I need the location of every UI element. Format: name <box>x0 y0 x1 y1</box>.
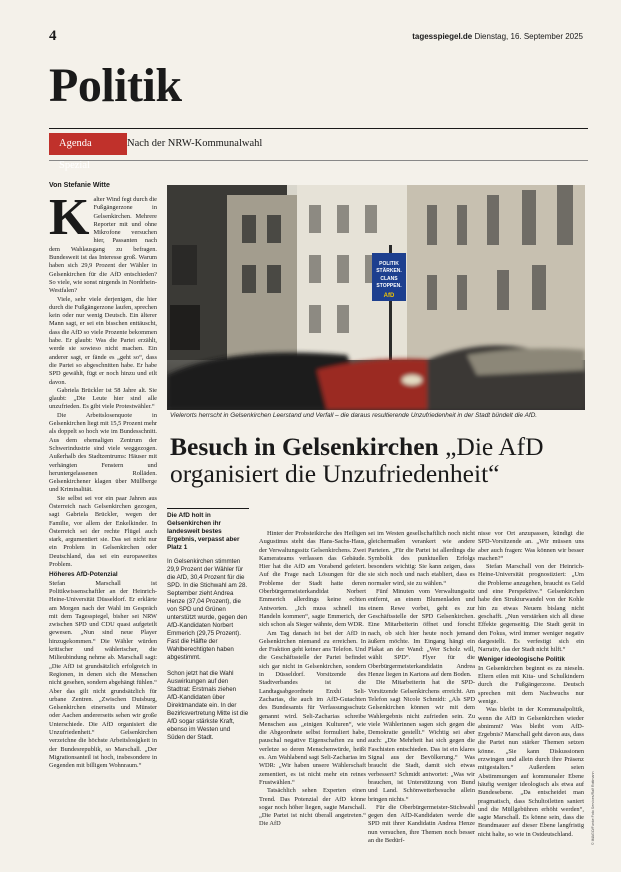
headline-quote: „Die AfD organisiert die Unzufriedenheit“ <box>170 432 544 488</box>
page-number: 4 <box>49 28 57 44</box>
paragraph: Für die Oberbürgermeister-Stichwahl gegen den AfD-Kandidaten werde die SPD mit ihrer Kandidatin Andrea Henze nun versuchen, ihre Themen noch besser an die Bedürf- <box>368 803 475 844</box>
infobox-paragraph: In Gelsenkirchen stimmten 29,9 Prozent der Wähler für die AfD, 30,4 Prozent für die SPD. In die Stichwahl am 28. September zieht Andrea Henze (37,04 Prozent), die von SPD und Grünen unterstützt wurde, gegen den AfD-Kandidaten Norbert Emmerich (29,75 Prozent). Fast die Hälfte der Wahlberechtigten haben abgestimmt. <box>167 558 248 661</box>
agenda-label: Agenda Spezial <box>49 133 127 155</box>
paragraph: Am Tag danach ist bei der AfD in Gelsenkirchen niemand zu erreichen. In der Fraktion geht keiner ans Telefon. Und die Geschäftsstelle der Partei befindet sich gar nicht in Gelsenkirchen, sondern in Düsseldorf. Vorsitzende des Stadtverbandes ist die Landtagsabgeordnete Enxhi Seli-Zacharias, die auch im AfD-Gutachten des Bundesamts für Verfassungsschutz genannt wird. Seli-Zacharias schreibe Menschen aus „einigen Kulturen“, wie die Abgeordnete selbst formuliert habe, pauschal negative Eigenschaften zu und verletze so deren Menschenwürde, heißt es. Am Wahlabend sagt Seli-Zacharias im WDR: „Wir haben unsere Wählerschaft zementiert, es ist nicht mehr ein reines Frustwählen.“ <box>259 629 366 786</box>
article-column-3 <box>259 530 366 848</box>
masthead-site[interactable]: tagesspiegel.de <box>412 32 473 41</box>
paragraph: Stefan Marschall von der Heinrich-Heine-Universität prognostiziert: „Um die Probleme anzugehen, braucht es Geld und eine Perspektive.“ Gelsenkirchen habe den Strukturwandel von der Kohle hin zu etwas Neuem bislang nicht geschafft. „Nun verstärken sich all diese Effekte gegenseitig. Die Stadt gerät in den Fokus, wird immer weniger negativ dargestellt. Es verfestigt sich ein Narrativ, das der Stadt nicht hilft.“ <box>478 563 584 654</box>
paragraph: Was bleibt in der Kommunalpolitik, wenn die AfD in Gelsenkirchen wieder abnimmt? Was bleibt vom AfD-Ergebnis? Marschall geht davon aus, dass die Partei nun stärker Themen setzen könne. „Sie kann Diskussionen erzwingen und allein durch ihre Präsenz mitgestalten.“ Außerdem seien Abstimmungen auf kommunaler Ebene häufig weniger ideologisch als etwa auf Bundesebene. „Da entscheidet man pragmatisch, dass Schultoiletten saniert und die Müllgebühren erhöht werden“, sagte Marschall. Es könne sein, dass die Brandmauer auf dieser Ebene langfristig nicht halte, so wie in Ostdeutschland. <box>478 706 584 838</box>
subheading: Höheres AfD-Potenzial <box>49 571 118 579</box>
paragraph: alter Wind fegt durch die Fußgängerzone in Gelsenkirchen. Mehrere Reporter mit und ohne Mikrofone versuchen hier, Passanten nach dem Wahlausgang zu befragen. Bundesweit ist das Interesse groß. Warum haben sich 29,9 Prozent der Wähler in Gelsenkirchen für die AfD entschieden? So viele, wie sonst nirgends in Nordrhein-Westfalen? <box>49 196 157 295</box>
agenda-subtitle: Nach der NRW-Kommunalwahl <box>127 138 263 149</box>
byline: Von Stefanie Witte <box>49 182 110 189</box>
poster-text: POLITIK <box>379 261 399 267</box>
article-photo <box>167 185 585 410</box>
street-scene-image <box>167 185 585 410</box>
subheading: Weniger ideologische Politik <box>478 656 565 664</box>
svg-text:STOPPEN.: STOPPEN. <box>376 283 402 289</box>
paragraph: Fünf Minuten vom Verwaltungssitz entfernt, an einem Blumenladen und einem Rewe vorbei, geht es zur Geschäftsstelle der SPD Gelsenkirchen. Eine Mitarbeiterin öffnet und forscht nach, ob sich hier heute noch jemand äußern möchte. Im Eingang hängt ein Plakat an der Wand: „Wer Scholz will, wählt SPD“. Flyer für die Oberbürgermeisterkandidatin Andrea Henze liegen in Kartons auf dem Boden. <box>368 588 475 679</box>
infobox-paragraph: Schon jetzt hat die Wahl Auswirkungen auf den Stadtrat: Erstmals ziehen AfD-Kandidaten über Direktmandate ein. In der Bezirksvertretung Mitte ist die AfD sogar stärkste Kraft, ebenso im Westen und Süden der Stadt. <box>167 670 249 741</box>
paragraph: Stefan Marschall ist Politikwissenschaftler an der Heinrich-Heine-Universität Düsseldorf. Er erklärte am Morgen nach der Wahl im Gespräch mit dem Tagesspiegel, bisher sei NRW zwischen SPD und CDU quasi aufgeteilt gewesen. „Nun sind neue Player hinzugekommen.“ Die Wähler würden kritischer und wählerischer, die Milieubindung nehme ab. Marschall sagt: „Die AfD ist grundsätzlich erfolgreich in Regionen, in denen sich die Menschen nicht gesehen, sondern abgehängt fühlen.“ Aber das gilt nicht grundsätzlich für urbane Zentren. „Zwischen Duisburg, Gelsenkirchen einerseits und Münster oder Aachen andererseits sehen wir große Unterschiede. Die AfD organisiert die Unzufriedenheit.“ Gelsenkirchen verzeichne die höchste Arbeitslosigkeit in der Bundesrepublik, so Marschall. „Der Migrationsanteil ist hoch, insbesondere in Gegenden mit billigem Wohnraum.“ <box>49 579 157 770</box>
paragraph: sei im Westen gesellschaftlich noch nicht gleichermaßen verankert wie andere Parteien. „Für die Partei ist allerdings die Symbolik des punktuellen Erfolgs besonders wichtig: Sie kann zeigen, dass sie sich noch und nach etabliert, dass es normaler wird, sie zu wählen.“ <box>368 530 475 587</box>
paragraph: Tatsächlich sehen Experten einen Trend. Das Potenzial der AfD könne sogar noch höher liegen, sagte Marschall. „Die Partei ist nicht überall angetreten.“ Die AfD <box>259 787 366 828</box>
article-column-4 <box>368 530 475 848</box>
svg-text:STÄRKEN.: STÄRKEN. <box>376 268 402 274</box>
article-column-1 <box>49 196 157 846</box>
infobox-heading: Die AfD holt in Gelsenkirchen ihr landesweit bestes Ergebnis, verpasst aber Platz 1 <box>167 512 240 551</box>
drop-cap: K <box>49 196 90 246</box>
paragraph: Sie selbst sei vor ein paar Jahren aus Österreich nach Gelsenkirchen gezogen, sagt Gabriela Brückler, wegen der Familie, vor allem der Enkelkinder. In Österreich sei der rechte Flügel auch stark, argumentiert sie. Das sei nicht nur ein Problem in Gelsenkirchen oder Deutschland, das sei ein europaweites Problem. <box>49 494 157 569</box>
headline-bold: Besuch in Gelsenkirchen <box>170 432 439 461</box>
section-title: Politik <box>49 59 182 112</box>
paragraph: In Gelsenkirchen beginnt es zu nieseln. Eltern eilen mit Kita- und Schulkindern durch die Fußgängerzone. Deutsch sprechen mit dem Nachwuchs nur wenige. <box>478 664 584 705</box>
svg-text:CLANS: CLANS <box>380 276 398 282</box>
article-headline <box>170 433 590 487</box>
paragraph: Die Mitarbeiterin hat die SPD-Vorsitzende Gelsenkirchens erreicht. Am Telefon sagt Nicole Schmidt: „Als SPD Gelsenkirchen können wir mit dem Wahlergebnis nicht zufrieden sein. Zu viele Wählerinnen sagen sich gegen die Demokratie gestellt.“ Wichtig sei aber auch: „Die Mehrheit hat sich gegen die Faschisten entschieden. Das ist ein klares Signal aus der Bevölkerung.“ Was braucht die Stadt, damit sich etwas verbessert? Schmidt antwortet: „Was wir brauchen, ist Unterstützung von Bund und Land. Schönwetterbesuche allein bringen nichts.“ <box>368 679 475 803</box>
paragraph: Hinter der Probsteikirche des Heiligen Augustinus steht das Hans-Sachs-Haus, der Verwaltungssitz Gelsenkirchens. Zwei Kamerateams verlassen das Gebäude. Hier hat die AfD am Vorabend gefeiert. Auf die Frage nach Lösungen für die Probleme der Stadt hatte deren Oberbürgermeisterkandidat Norbert Emmerich allerdings keine echten Antworten. „Ich muss schnell ins Handeln kommen“, sagte Emmerich, der sich schon als Sieger wähnte, dem WDR. <box>259 530 366 629</box>
article-column-5 <box>478 530 584 848</box>
paragraph: Gabriela Brückler ist 58 Jahre alt. Sie glaubt: „Die Leute hier sind alle unzufrieden. Es gibt viele Protestwähler.“ <box>49 386 157 411</box>
masthead <box>412 32 583 41</box>
paragraph: nisse vor Ort anzupassen, kündigt die SPD-Vorsitzende an. „Wir müssen uns aber auch fragen: Was können wir besser machen?“ <box>478 530 584 562</box>
header-rule <box>49 128 588 129</box>
header-rule-bottom <box>49 160 588 161</box>
masthead-date: Dienstag, 16. September 2025 <box>474 32 583 41</box>
photo-credit: © IMAGO/Funke Foto Services/Ralf Rottmann <box>591 771 595 845</box>
paragraph: Viele, sehr viele derjenigen, die hier durch die Fußgängerzone laufen, sprechen kein oder nur wenig Deutsch. Ein älterer Mann sagt, er sei ein bisschen enttäuscht, dass die AfD so viele Prozente bekommen habe. Er glaubt: Was die Partei erzählt, werde sie sowieso nicht machen. Ein anderer sagt, er fände es „geht so“, dass die Partei so abgeschnitten habe. Er habe SPD gewählt, fügt er noch hinzu und eilt davon. <box>49 295 157 386</box>
photo-caption: Vielerorts herrscht in Gelsenkirchen Leerstand und Verfall – die daraus resultierende Unzufriedenheit in der Stadt bündelt die AfD. <box>170 412 538 419</box>
poster-logo: AfD <box>383 293 395 299</box>
paragraph: Die Arbeitslosenquote in Gelsenkirchen liegt mit 15,5 Prozent mehr als doppelt so hoch wie im Bundesschnitt. Aus dem ehemaligen Zentrum der Schwerindustrie sind viele weggezogen. Außerhalb des Stadtzentrums: Häuser mit verhängten Fenstern und heruntergelassenen Rolläden. Gelsenkirchener klagen über Müllberge und Kriminalität. <box>49 411 157 494</box>
info-box <box>167 512 249 846</box>
infobox-rule <box>167 508 249 509</box>
